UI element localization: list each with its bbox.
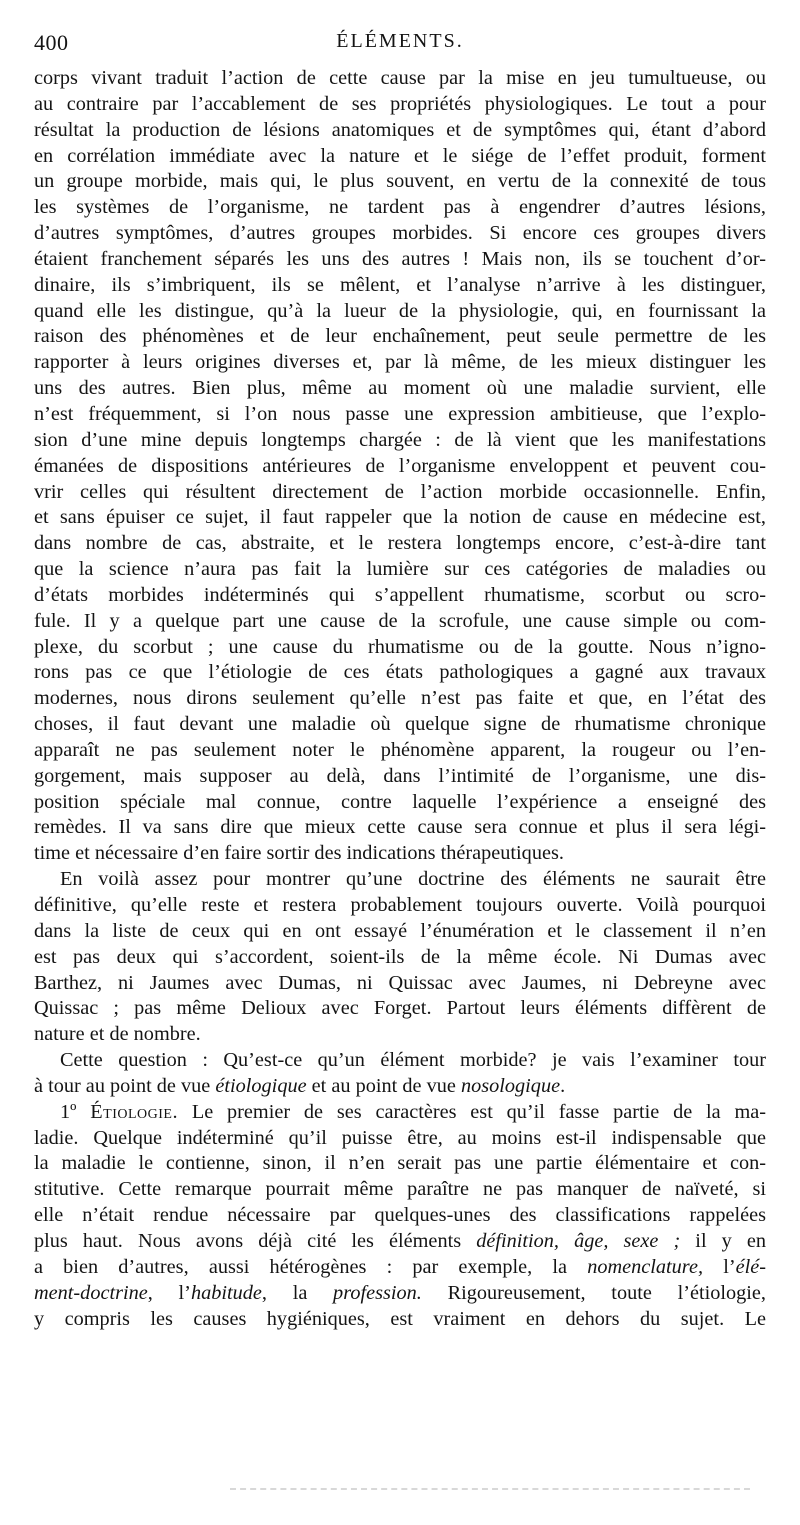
text-line: Cette question : Qu’est-ce qu’un élément morbide? je vais l’examiner tour — [60, 1049, 766, 1072]
text-line: apparaît ne pas seulement noter le phénomène apparent, la rougeur ou l’en- — [34, 738, 766, 761]
text-line: en corrélation immédiate avec la nature et le siége de l’effet produit, forment — [34, 144, 766, 167]
emphasis: nosologique — [460, 1074, 561, 1097]
text-line: y compris les causes hygiéniques, est vraiment en dehors du sujet. Le — [34, 1307, 766, 1330]
text-line: position spéciale mal connue, contre laquelle l’expérience a enseigné des — [34, 790, 766, 813]
text-line: sion d’une mine depuis longtemps chargée : de là vient que les manifestations — [34, 428, 766, 451]
text-line: gorgement, mais supposer au delà, dans l’intimité de l’organisme, une dis- — [34, 764, 766, 787]
text-line: choses, il faut devant une maladie où quelque signe de rhumatisme chronique — [34, 713, 766, 736]
emphasis: profession. — [333, 1281, 422, 1304]
text-line: ment-doctrine, l’habitude, la profession. Rigoureusement, toute l’étiologie, — [34, 1281, 766, 1304]
text-line: à tour au point de vue étiologique et au point de vue nosologique. — [34, 1074, 566, 1097]
emphasis: élé- — [735, 1255, 766, 1278]
text-line: est pas deux qui s’accordent, soient-ils de la même école. Ni Dumas avec — [34, 945, 766, 968]
text-line: dans la liste de ceux qui en ont essayé l’énumération et le classement il n’en — [34, 919, 766, 942]
text-line: dans nombre de cas, abstraite, et le restera longtemps encore, c’est-à-dire tant — [34, 532, 766, 555]
text-line: Quissac ; pas même Delioux avec Forget. Partout leurs éléments diffèrent de — [34, 997, 766, 1020]
emphasis: habitude — [190, 1281, 262, 1304]
emphasis: nomenclature, — [587, 1255, 704, 1278]
text-line: émanées de dispositions antérieures de l’organisme enveloppent et peuvent cou- — [34, 454, 766, 477]
body-text — [34, 66, 766, 1332]
section-heading: Étiologie. — [90, 1100, 179, 1123]
text-line: un groupe morbide, mais qui, le plus souvent, en vertu de la connexité de tous — [34, 170, 766, 193]
text-line: time et nécessaire d’en faire sortir des indications thérapeutiques. — [34, 842, 564, 865]
text-line: les systèmes de l’organisme, ne tardent pas à engendrer d’autres lésions, — [34, 196, 766, 219]
text-line: uns des autres. Bien plus, même au moment où une maladie survient, elle — [34, 377, 766, 400]
text-line: quand elle les distingue, qu’à la lueur de la physiologie, qui, en fournissant la — [34, 299, 766, 322]
text-line: nature et de nombre. — [34, 1023, 201, 1046]
text-line: elle n’était rendue nécessaire par quelques-unes des classifications rappelées — [34, 1204, 766, 1227]
bottom-scan-artifact — [230, 1488, 750, 1490]
text-line: a bien d’autres, aussi hétérogènes : par exemple, la nomenclature, l’élé- — [34, 1255, 766, 1278]
text-line: Barthez, ni Jaumes avec Dumas, ni Quissac avec Jaumes, ni Debreyne avec — [34, 971, 766, 994]
text-line: vrir celles qui résultent directement de l’action morbide occasionnelle. Enfin, — [34, 480, 766, 503]
text-line: remèdes. Il va sans dire que mieux cette cause sera connue et plus il sera légi- — [34, 816, 766, 839]
emphasis: ment-doctrine — [34, 1281, 148, 1304]
text-line: modernes, nous dirons seulement qu’elle n’est pas faite et que, en l’état des — [34, 687, 766, 710]
text-line: que la science n’aura pas fait la lumière sur ces catégories de maladies ou — [34, 558, 766, 581]
text-line: n’est fréquemment, si l’on nous passe une expression ambitieuse, que l’explo- — [34, 402, 766, 425]
text-line: d’états morbides indéterminés qui s’appellent rhumatisme, scorbut ou scro- — [34, 583, 766, 606]
text-line: définitive, qu’elle reste et restera probablement toujours ouverte. Voilà pourquoi — [34, 894, 766, 916]
text-line: d’autres symptômes, d’autres groupes morbides. Si encore ces groupes divers — [34, 222, 766, 245]
page-number: 400 — [34, 30, 69, 55]
text-line: plus haut. Nous avons déjà cité les éléments définition, âge, sexe ; il y en — [34, 1229, 767, 1252]
text-line: 1º Étiologie. Le premier de ses caractères est qu’il fasse partie de la ma- — [60, 1100, 766, 1123]
text-line: fule. Il y a quelque part une cause de la scrofule, une cause simple ou com- — [34, 609, 766, 632]
emphasis: étiologique — [215, 1074, 307, 1097]
text-line: et sans épuiser ce sujet, il faut rappeler que la notion de cause en médecine est, — [34, 506, 766, 529]
text-line: rons pas ce que l’étiologie de ces états pathologiques a gagné aux travaux — [34, 661, 766, 684]
text-line: résultat la production de lésions anatomiques et de symptômes qui, étant d’abord — [34, 118, 766, 141]
text-line: étaient franchement séparés les uns des autres ! Mais non, ils se touchent d’or- — [34, 247, 766, 270]
text-line: au contraire par l’accablement de ses propriétés physiologiques. Le tout a pour — [34, 92, 766, 115]
text-line: la maladie le contienne, sinon, il n’en serait pas une partie élémentaire et con- — [34, 1152, 766, 1175]
running-title: ÉLÉMENTS. — [336, 30, 464, 52]
text-line: En voilà assez pour montrer qu’une doctrine des éléments ne saurait être — [60, 868, 766, 891]
text-line: rapporter à leurs origines diverses et, par là même, de les mieux distinguer les — [34, 351, 766, 374]
text-line: ladie. Quelque indéterminé qu’il puisse être, au moins est-il indispensable que — [34, 1126, 766, 1149]
emphasis: définition, âge, sexe ; — [476, 1229, 681, 1252]
text-line: corps vivant traduit l’action de cette cause par la mise en jeu tumultueuse, ou — [34, 67, 766, 89]
text-line: plexe, du scorbut ; une cause du rhumatisme ou de la goutte. Nous n’igno- — [34, 635, 766, 658]
text-line: raison des phénomènes et de leur enchaînement, peut seule permettre de les — [34, 325, 766, 348]
text-line: stitutive. Cette remarque pourrait même paraître ne pas manquer de naïveté, si — [34, 1178, 766, 1201]
text-line: dinaire, ils s’imbriquent, ils se mêlent, et l’analyse n’arrive à les distinguer, — [34, 273, 766, 296]
running-head — [34, 26, 766, 58]
